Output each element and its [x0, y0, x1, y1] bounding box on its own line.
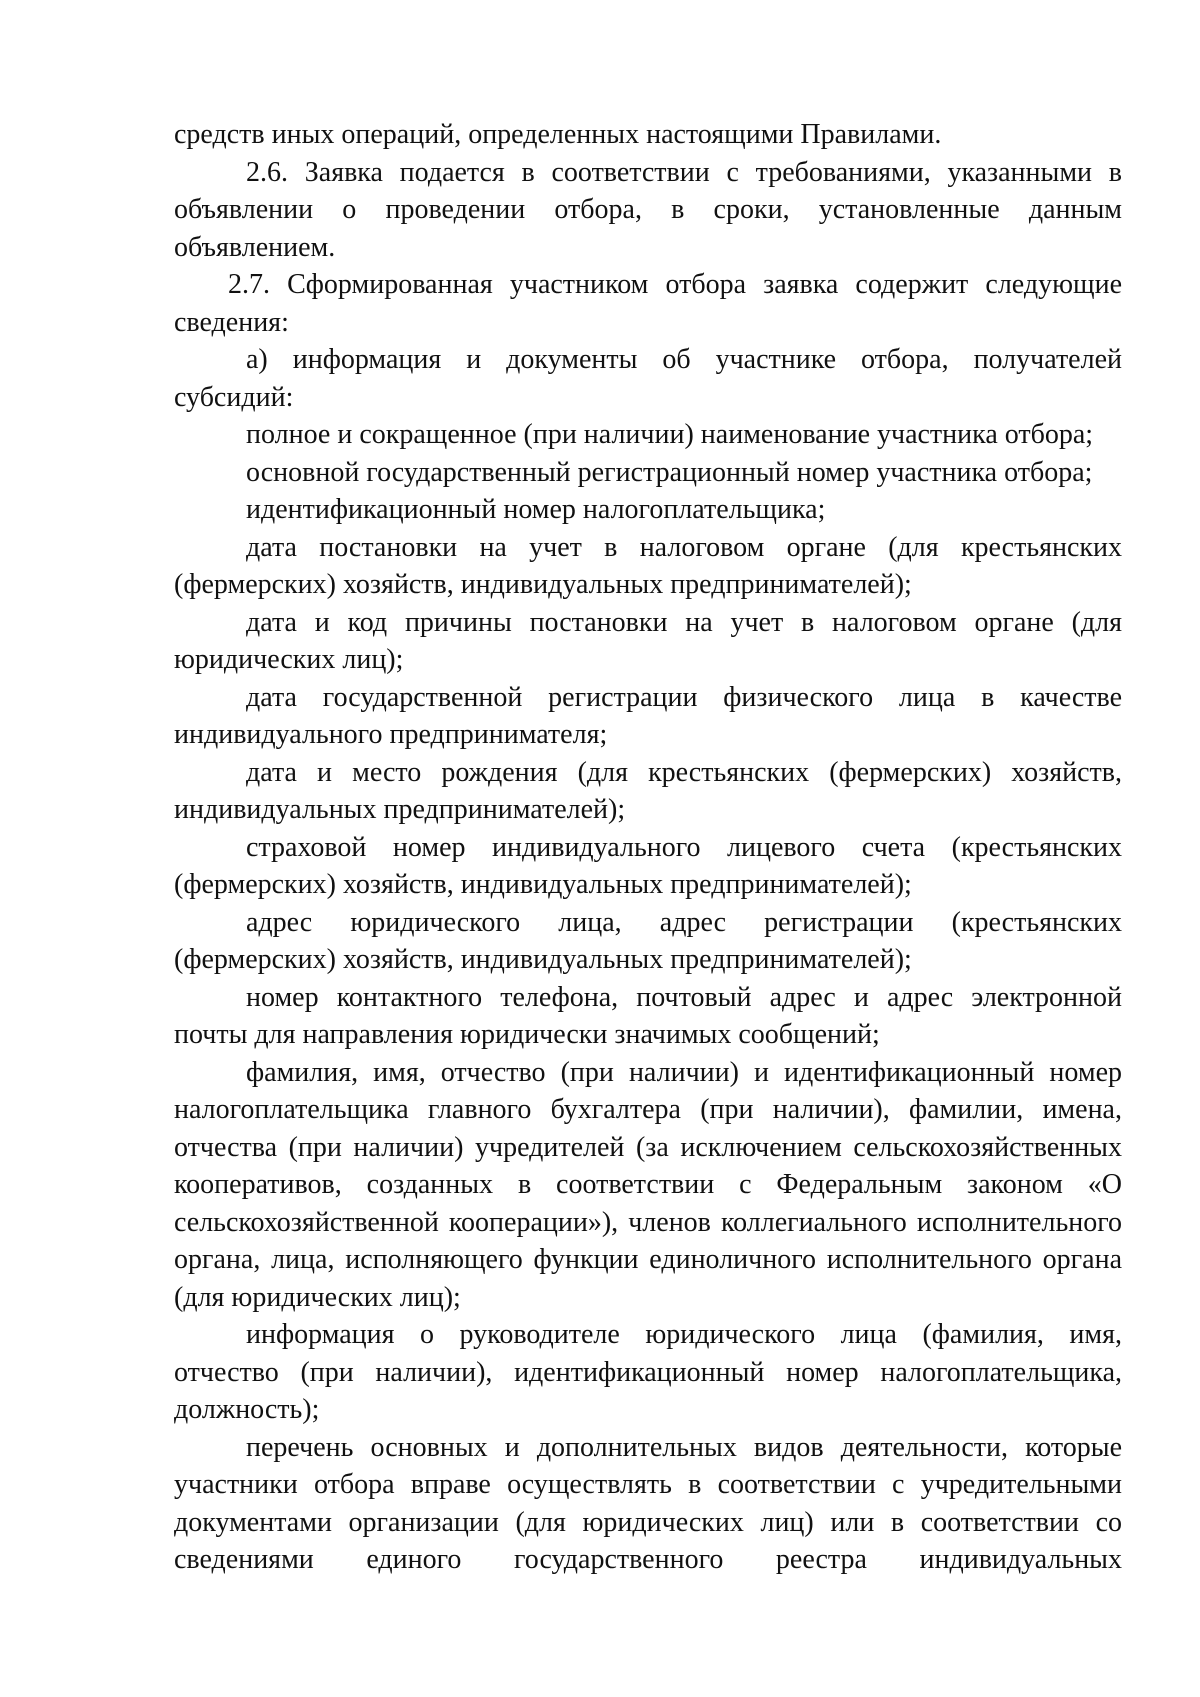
paragraph-snils: страховой номер индивидуального лицевого счета (крестьянских (фермерских) хозяйств, индивидуальных предпринимателей); — [174, 831, 1122, 900]
paragraph-activities: перечень основных и дополнительных видов деятельности, которые участники отбора вправе осуществлять в соответствии с учредительными документами организации (для юридических лиц) или в соответствии со сведениями единого государственного реестра индивидуальных — [174, 1431, 1122, 1575]
paragraph-ip-registration-date: дата государственной регистрации физического лица в качестве индивидуального предпринимателя; — [174, 681, 1122, 750]
paragraph-founders: фамилия, имя, отчество (при наличии) и идентификационный номер налогоплательщика главного бухгалтера (при наличии), фамилии, имена, отчества (при наличии) учредителей (за исключением сельскохозяйственных кооперативов, созданных в соответствии с Федеральным законом «О сельскохозяйственной кооперации»), членов коллегиального исполнительного органа, лица, исполняющего функции единоличного исполнительного органа (для юридических лиц); — [174, 1056, 1122, 1313]
paragraph-item-a: а) информация и документы об участнике отбора, получателей субсидий: — [174, 344, 1122, 413]
paragraph-inn: идентификационный номер налогоплательщика; — [246, 494, 826, 525]
paragraph-continuation: средств иных операций, определенных настоящими Правилами. — [174, 119, 942, 150]
paragraph-birth-date-place: дата и место рождения (для крестьянских (фермерских) хозяйств, индивидуальных предпринимателей); — [174, 756, 1122, 825]
paragraph-contacts: номер контактного телефона, почтовый адрес и адрес электронной почты для направления юридически значимых сообщений; — [174, 981, 1122, 1050]
paragraph-full-name: полное и сокращенное (при наличии) наименование участника отбора; — [246, 419, 1094, 450]
paragraph-ogrn: основной государственный регистрационный номер участника отбора; — [246, 456, 1093, 488]
paragraph-2-6: 2.6. Заявка подается в соответствии с требованиями, указанными в объявлении о проведении отбора, в сроки, установленные данным объявлением. — [174, 156, 1122, 263]
document-page — [174, 116, 1122, 1579]
paragraph-tax-registration-date: дата постановки на учет в налоговом органе (для крестьянских (фермерских) хозяйств, индивидуальных предпринимателей); — [174, 531, 1122, 600]
paragraph-director: информация о руководителе юридического лица (фамилия, имя, отчество (при наличии), идентификационный номер налогоплательщика, должность); — [174, 1319, 1122, 1425]
paragraph-address: адрес юридического лица, адрес регистрации (крестьянских (фермерских) хозяйств, индивидуальных предпринимателей); — [174, 906, 1122, 975]
paragraph-2-7: 2.7. Сформированная участником отбора заявка содержит следующие сведения: — [174, 269, 1122, 338]
paragraph-kpp: дата и код причины постановки на учет в налоговом органе (для юридических лиц); — [174, 606, 1122, 675]
